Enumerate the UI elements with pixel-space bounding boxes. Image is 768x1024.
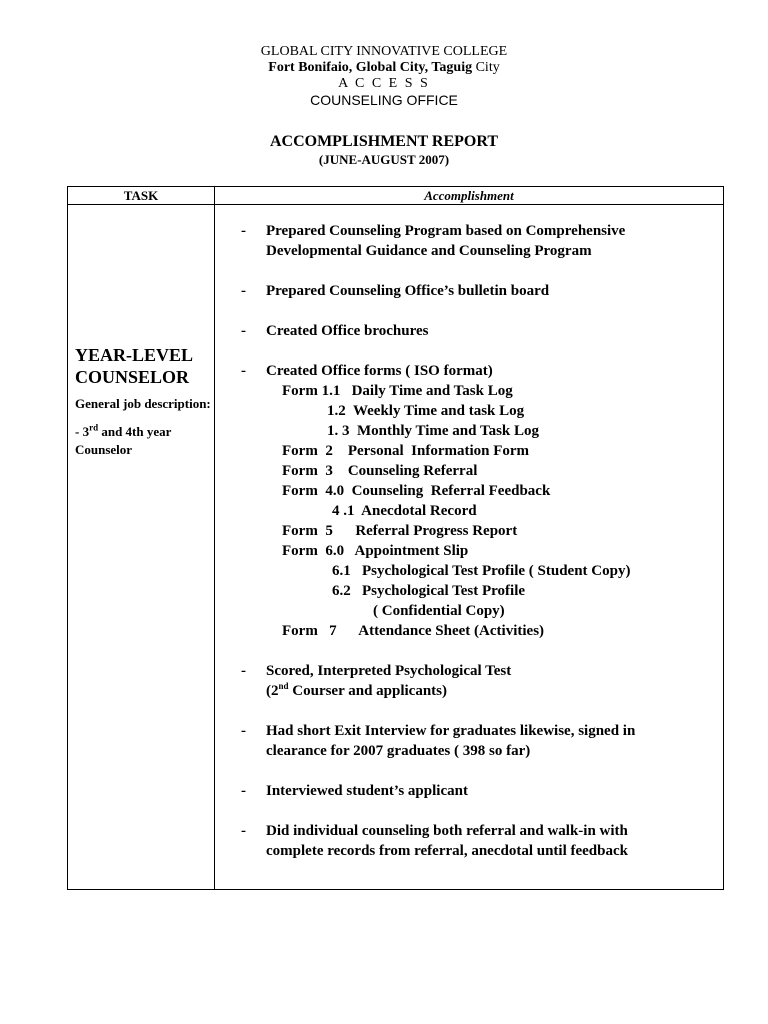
desc-pre: - 3: [75, 424, 90, 439]
address-plain: City: [472, 60, 500, 75]
item-text: Created Office forms ( ISO format): [266, 363, 493, 379]
task-content: [75, 344, 215, 459]
list-item: [241, 721, 711, 761]
list-item: [241, 781, 711, 801]
accomplishment-cell: [215, 205, 724, 890]
item-text: Created Office brochures: [266, 323, 429, 339]
list-item: [241, 281, 711, 301]
item-text: Developmental Guidance and Counseling Program: [266, 243, 592, 259]
form-entry: Form 5 Referral Progress Report: [282, 523, 518, 539]
bullet-dash: -: [241, 663, 246, 679]
bullet-dash: -: [241, 283, 246, 299]
task-cell: [68, 205, 215, 890]
desc-post: and 4th year Counselor: [75, 424, 172, 457]
item-text: Prepared Counseling Office’s bulletin board: [266, 283, 550, 299]
role-line-1: YEAR-LEVEL: [75, 345, 194, 365]
accomplishment-table: [67, 186, 724, 890]
job-description-label: General job description:: [75, 396, 211, 411]
bullet-dash: -: [241, 823, 246, 839]
item-text: [266, 681, 711, 701]
item-text: Interviewed student’s applicant: [266, 783, 468, 799]
item-text: Scored, Interpreted Psychological Test: [266, 663, 512, 679]
form-entry: 1.2 Weekly Time and task Log: [327, 403, 525, 419]
desc-sup: rd: [89, 422, 99, 433]
form-entry: 6.1 Psychological Test Profile ( Student Copy): [332, 563, 631, 579]
report-title: ACCOMPLISHMENT REPORT: [269, 133, 499, 150]
item-text: Prepared Counseling Program based on Comprehensive: [266, 223, 626, 239]
form-entry: ( Confidential Copy): [373, 603, 505, 619]
item5-pre: (2: [266, 683, 279, 699]
bullet-dash: -: [241, 783, 246, 799]
table-row: [68, 205, 724, 890]
form-entry: Form 3 Counseling Referral: [282, 463, 478, 479]
table-header-row: [68, 187, 724, 205]
list-item: [241, 221, 711, 261]
office-name: COUNSELING OFFICE: [310, 92, 458, 108]
column-header-task: TASK: [68, 187, 215, 205]
role-line-2: COUNSELOR: [75, 367, 190, 387]
list-item: [241, 661, 711, 701]
bullet-dash: -: [241, 363, 246, 379]
form-entry: 4 .1 Anecdotal Record: [332, 503, 477, 519]
institution-name: GLOBAL CITY INNOVATIVE COLLEGE: [260, 44, 508, 59]
address-bold: Fort Bonifaio, Global City, Taguig: [268, 60, 473, 75]
list-item: [241, 321, 711, 341]
item-text: Did individual counseling both referral and walk-in with: [266, 823, 628, 839]
institution-address: [0, 60, 768, 76]
column-header-accomplishment: Accomplishment: [215, 187, 724, 205]
item5-sup: nd: [278, 681, 289, 691]
item-text: clearance for 2007 graduates ( 398 so far): [266, 743, 531, 759]
bullet-dash: -: [241, 323, 246, 339]
item5-post: Courser and applicants): [288, 683, 448, 699]
list-item: [241, 361, 711, 641]
form-entry: Form 6.0 Appointment Slip: [282, 543, 469, 559]
letterhead: [0, 44, 768, 108]
bullet-dash: -: [241, 223, 246, 239]
item-text: Had short Exit Interview for graduates likewise, signed in: [266, 723, 636, 739]
form-entry: 1. 3 Monthly Time and Task Log: [327, 423, 540, 439]
form-entry: Form 7 Attendance Sheet (Activities): [282, 623, 545, 639]
form-entry: Form 4.0 Counseling Referral Feedback: [282, 483, 551, 499]
job-description-value: [75, 423, 215, 459]
form-entry: 6.2 Psychological Test Profile: [332, 583, 526, 599]
report-period: (JUNE-AUGUST 2007): [318, 152, 450, 167]
report-heading: [0, 133, 768, 169]
form-entry: Form 2 Personal Information Form: [282, 443, 530, 459]
bullet-dash: -: [241, 723, 246, 739]
form-entry: Form 1.1 Daily Time and Task Log: [282, 383, 513, 399]
program-name: A C C E S S: [338, 76, 430, 91]
accomplishment-list: [241, 221, 711, 861]
list-item: [241, 821, 711, 861]
item-text: complete records from referral, anecdotal until feedback: [266, 843, 628, 859]
